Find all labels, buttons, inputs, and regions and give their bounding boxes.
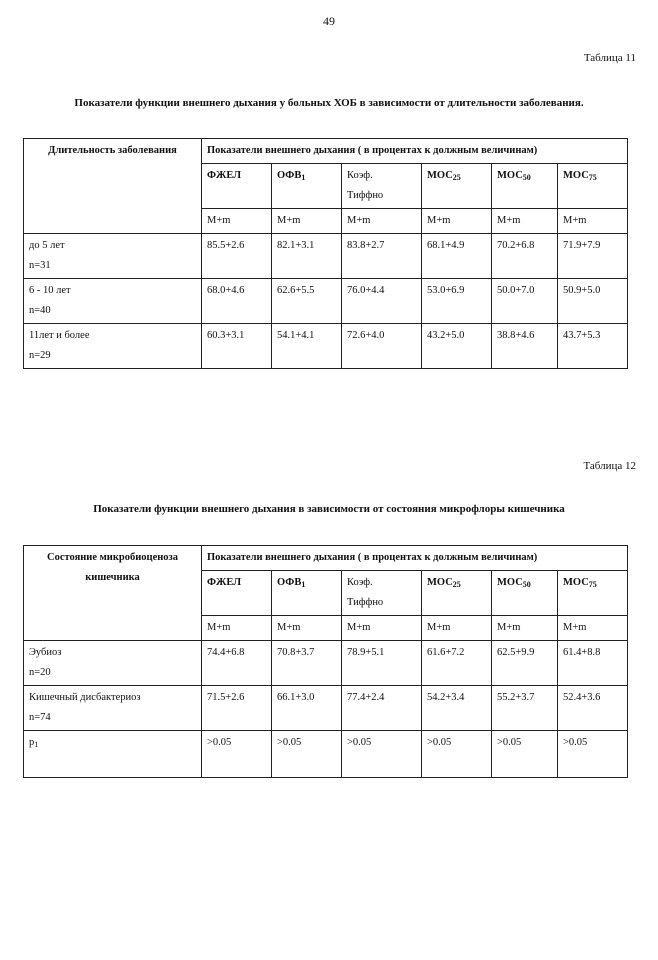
column-header bbox=[492, 164, 558, 209]
value-cell: >0.05 bbox=[558, 731, 628, 778]
value-cell: 74.4+6.8 bbox=[202, 641, 272, 686]
table-12-label: Таблица 12 bbox=[583, 460, 636, 472]
value-cell: 70.8+3.7 bbox=[272, 641, 342, 686]
table-12-caption: Показатели функции внешнего дыхания в зависимости от состояния микрофлоры кишечника bbox=[93, 503, 565, 515]
column-subscript: 75 bbox=[588, 173, 597, 182]
group-header: Показатели внешнего дыхания ( в процентах к должным величинам) bbox=[202, 139, 628, 164]
stat-cell: M+m bbox=[342, 616, 422, 641]
stat-cell: M+m bbox=[558, 209, 628, 234]
stat-cell: M+m bbox=[422, 209, 492, 234]
value-cell: 62.6+5.5 bbox=[272, 279, 342, 324]
table-row bbox=[24, 279, 628, 324]
column-subscript: 50 bbox=[522, 173, 531, 182]
column-header bbox=[342, 571, 422, 616]
table-11-caption: Показатели функции внешнего дыхания у больных ХОБ в зависимости от длительности заболевания. bbox=[74, 97, 584, 109]
value-cell: >0.05 bbox=[492, 731, 558, 778]
column-subscript: 1 bbox=[301, 173, 306, 182]
column-name: МОС bbox=[497, 577, 523, 588]
column-header bbox=[558, 164, 628, 209]
table-row bbox=[24, 686, 628, 731]
stat-cell: M+m bbox=[272, 616, 342, 641]
column-header bbox=[422, 164, 492, 209]
column-header bbox=[272, 571, 342, 616]
stat-cell: M+m bbox=[202, 209, 272, 234]
value-cell: 78.9+5.1 bbox=[342, 641, 422, 686]
row-n: n=20 bbox=[29, 667, 51, 678]
value-cell: 70.2+6.8 bbox=[492, 234, 558, 279]
column-name: ОФВ bbox=[277, 170, 302, 181]
row-label-cell bbox=[24, 641, 202, 686]
row-header: Состояние микробиоценоза кишечника bbox=[24, 546, 202, 641]
value-cell: 55.2+3.7 bbox=[492, 686, 558, 731]
column-subscript: 25 bbox=[452, 173, 461, 182]
value-cell: 68.1+4.9 bbox=[422, 234, 492, 279]
value-cell: 53.0+6.9 bbox=[422, 279, 492, 324]
stat-cell: M+m bbox=[272, 209, 342, 234]
column-name-line2: Тиффно bbox=[347, 597, 384, 608]
row-label: до 5 лет bbox=[29, 240, 65, 251]
row-label: 6 - 10 лет bbox=[29, 285, 71, 296]
stat-cell: M+m bbox=[492, 616, 558, 641]
table-row bbox=[24, 324, 628, 369]
column-name: МОС bbox=[563, 577, 589, 588]
value-cell: 82.1+3.1 bbox=[272, 234, 342, 279]
column-subscript: 75 bbox=[588, 580, 597, 589]
row-label-cell bbox=[24, 234, 202, 279]
column-header bbox=[202, 164, 272, 209]
stat-cell: M+m bbox=[492, 209, 558, 234]
value-cell: 61.6+7.2 bbox=[422, 641, 492, 686]
column-name: МОС bbox=[427, 577, 453, 588]
value-cell: 43.7+5.3 bbox=[558, 324, 628, 369]
row-header: Длительность заболевания bbox=[24, 139, 202, 234]
value-cell: 60.3+3.1 bbox=[202, 324, 272, 369]
group-header: Показатели внешнего дыхания ( в процентах к должным величинам) bbox=[202, 546, 628, 571]
column-name: МОС bbox=[563, 170, 589, 181]
value-cell: 77.4+2.4 bbox=[342, 686, 422, 731]
value-cell: 68.0+4.6 bbox=[202, 279, 272, 324]
column-name-line2: Тиффно bbox=[347, 190, 384, 201]
page-number: 49 bbox=[323, 14, 335, 28]
row-n: n=74 bbox=[29, 712, 51, 723]
column-header bbox=[492, 571, 558, 616]
table-row bbox=[24, 234, 628, 279]
value-cell: >0.05 bbox=[422, 731, 492, 778]
column-header bbox=[272, 164, 342, 209]
row-label-cell bbox=[24, 324, 202, 369]
value-cell: 50.0+7.0 bbox=[492, 279, 558, 324]
column-name: ФЖЕЛ bbox=[207, 577, 242, 588]
value-cell: 72.6+4.0 bbox=[342, 324, 422, 369]
column-name: Коэф. bbox=[347, 170, 373, 181]
table-row bbox=[24, 731, 628, 778]
column-name: Коэф. bbox=[347, 577, 373, 588]
header-row bbox=[24, 139, 628, 164]
value-cell: 71.9+7.9 bbox=[558, 234, 628, 279]
row-n: n=31 bbox=[29, 260, 51, 271]
column-name: МОС bbox=[497, 170, 523, 181]
value-cell: 54.2+3.4 bbox=[422, 686, 492, 731]
column-name: МОС bbox=[427, 170, 453, 181]
row-label-subscript: 1 bbox=[34, 740, 39, 749]
row-label: Эубиоз bbox=[29, 647, 62, 658]
row-label-cell bbox=[24, 686, 202, 731]
stat-cell: M+m bbox=[342, 209, 422, 234]
column-header bbox=[342, 164, 422, 209]
table-11 bbox=[23, 138, 628, 369]
table-11-label: Таблица 11 bbox=[583, 52, 636, 64]
stat-cell: M+m bbox=[202, 616, 272, 641]
column-subscript: 25 bbox=[452, 580, 461, 589]
row-label: p bbox=[29, 737, 35, 748]
row-n: n=40 bbox=[29, 305, 51, 316]
value-cell: 71.5+2.6 bbox=[202, 686, 272, 731]
table-12 bbox=[23, 545, 628, 778]
value-cell: 43.2+5.0 bbox=[422, 324, 492, 369]
value-cell: >0.05 bbox=[272, 731, 342, 778]
column-subscript: 1 bbox=[301, 580, 306, 589]
column-name: ФЖЕЛ bbox=[207, 170, 242, 181]
stat-cell: M+m bbox=[422, 616, 492, 641]
column-name: ОФВ bbox=[277, 577, 302, 588]
row-n bbox=[29, 755, 196, 775]
value-cell: 50.9+5.0 bbox=[558, 279, 628, 324]
row-label-cell bbox=[24, 279, 202, 324]
column-header bbox=[558, 571, 628, 616]
value-cell: >0.05 bbox=[342, 731, 422, 778]
column-subscript: 50 bbox=[522, 580, 531, 589]
row-label-cell bbox=[24, 731, 202, 778]
value-cell: 61.4+8.8 bbox=[558, 641, 628, 686]
value-cell: 38.8+4.6 bbox=[492, 324, 558, 369]
stat-cell: M+m bbox=[558, 616, 628, 641]
value-cell: 76.0+4.4 bbox=[342, 279, 422, 324]
value-cell: 52.4+3.6 bbox=[558, 686, 628, 731]
value-cell: 85.5+2.6 bbox=[202, 234, 272, 279]
value-cell: 66.1+3.0 bbox=[272, 686, 342, 731]
header-row bbox=[24, 546, 628, 571]
row-n: n=29 bbox=[29, 350, 51, 361]
table-row bbox=[24, 641, 628, 686]
column-header bbox=[422, 571, 492, 616]
row-label: 11лет и более bbox=[29, 330, 90, 341]
value-cell: >0.05 bbox=[202, 731, 272, 778]
column-header bbox=[202, 571, 272, 616]
row-label: Кишечный дисбактериоз bbox=[29, 692, 141, 703]
value-cell: 54.1+4.1 bbox=[272, 324, 342, 369]
value-cell: 83.8+2.7 bbox=[342, 234, 422, 279]
value-cell: 62.5+9.9 bbox=[492, 641, 558, 686]
